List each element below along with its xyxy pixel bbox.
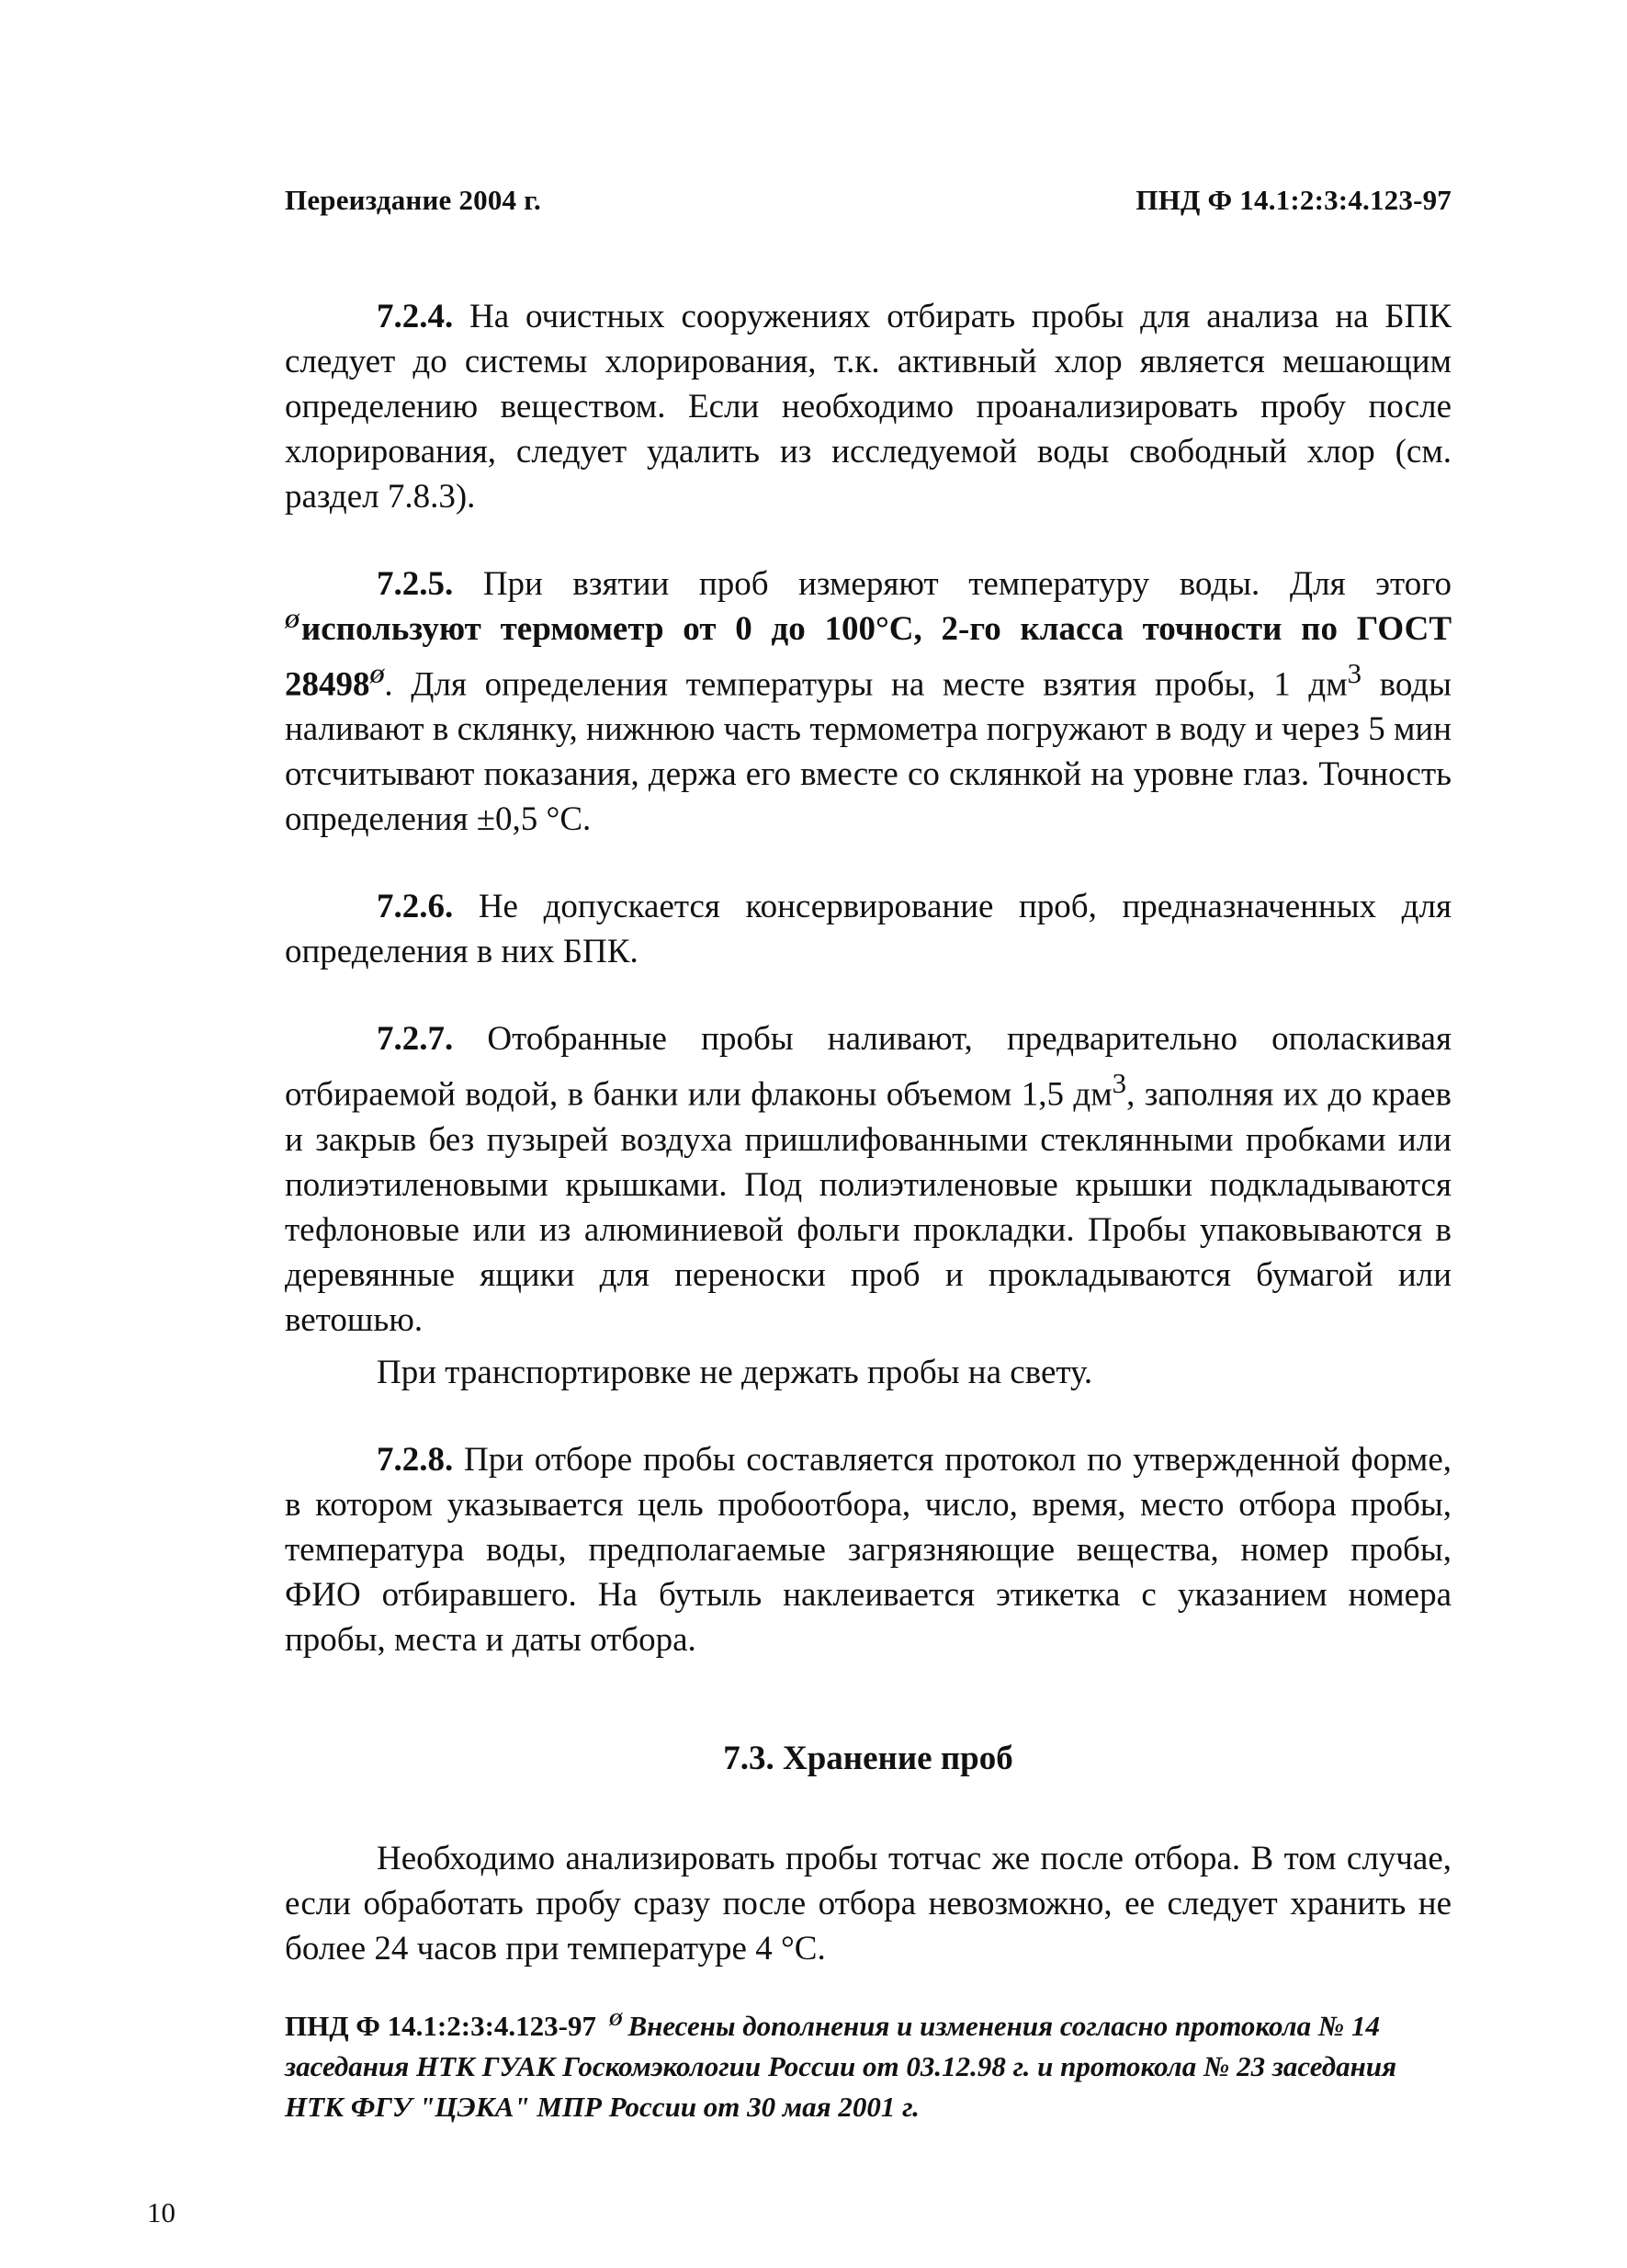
paragraph-7-2-6 (285, 884, 1452, 974)
superscript: 3 (1112, 1068, 1127, 1100)
footnote-document-code: ПНД Ф 14.1:2:3:4.123-97 (285, 2010, 596, 2042)
clause-number: 7.2.4. (377, 298, 454, 335)
header-edition: Переиздание 2004 г. (285, 184, 541, 216)
paragraph-text: воды наливают в склянку, нижнюю часть термометра погружают в воду и через 5 мин отсчитывают показания, держа его вместе со склянкой на уровне глаз. Точность определения ±0,5 °С. (285, 665, 1452, 839)
paragraph-7-2-4 (285, 294, 1452, 519)
page-number: 10 (147, 2196, 175, 2228)
section-paragraph: Необходимо анализировать пробы тотчас же после отбора. В том случае, если обработать пробу сразу после отбора невозможно, ее следует хранить не более 24 часов при температуре 4 °С. (285, 1839, 1452, 1967)
paragraph-7-2-7-extra: При транспортировке не держать пробы на свету. (377, 1353, 1093, 1391)
clause-number: 7.2.8. (377, 1440, 454, 1479)
paragraph-text: Отобранные пробы наливают, предварительно ополаскивая отбираемой водой, в банки или флаконы объемом 1,5 дм (285, 1020, 1452, 1114)
footnote (285, 2006, 1452, 2127)
amendment-mark-icon: Ø (369, 664, 385, 687)
header-document-code: ПНД Ф 14.1:2:3:4.123-97 (1136, 184, 1452, 216)
amendment-mark-icon: Ø (285, 608, 299, 632)
paragraph-text: При отборе пробы составляется протокол по утвержденной форме, в котором указывается цель пробоотбора, число, время, место отбора пробы, температура воды, предполагаемые загрязняющие вещества, номер пробы, ФИО отбиравшего. На бутыль наклеивается этикетка с указанием номера пробы, места и даты отбора. (285, 1440, 1452, 1659)
footnote-text: Внесены дополнения и изменения согласно протокола № 14 заседания НТК ГУАК Госкомэкологии России от 03.12.98 г. и протокола № 23 заседания НТК ФГУ "ЦЭКА" МПР России от 30 мая 2001 г. (285, 2010, 1397, 2123)
paragraph-7-2-8 (285, 1437, 1452, 1662)
main-content (285, 294, 1452, 1971)
paragraph-7-2-7 (285, 1016, 1452, 1342)
paragraph-text: При взятии проб измеряют температуру воды. Для этого (453, 565, 1452, 603)
paragraph-text: На очистных сооружениях отбирать пробы для анализа на БПК следует до системы хлорирования, т.к. активный хлор является мешающим определению веществом. Если необходимо проанализировать пробу после хлорирования, следует удалить из исследуемой воды свободный хлор (см. раздел 7.8.3). (285, 298, 1452, 516)
paragraph-text: Не допускается консервирование проб, предназначенных для определения в них БПК. (285, 888, 1452, 971)
clause-number: 7.2.6. (377, 888, 454, 926)
superscript: 3 (1347, 658, 1362, 689)
running-header (285, 184, 1452, 217)
amended-text: используют термометр от 0 до 100°С, 2-го класса точности по ГОСТ 28498 (285, 610, 1452, 704)
clause-number: 7.2.7. (377, 1020, 454, 1059)
amendment-mark-icon: Ø (608, 2009, 623, 2030)
section-title: 7.3. Хранение проб (723, 1739, 1013, 1777)
paragraph-text: . Для определения температуры на месте взятия пробы, 1 дм (384, 665, 1348, 704)
paragraph-text: , заполняя их до краев и закрыв без пузырей воздуха пришлифованными стеклянными пробками или полиэтиленовыми крышками. Под полиэтиленовые крышки подкладываются тефлоновые или из алюминиевой фольги прокладки. Пробы упаковываются в деревянные ящики для переноски проб и прокладываются бумагой или ветошью. (285, 1075, 1452, 1339)
paragraph-7-2-5 (285, 561, 1452, 842)
clause-number: 7.2.5. (377, 565, 454, 603)
